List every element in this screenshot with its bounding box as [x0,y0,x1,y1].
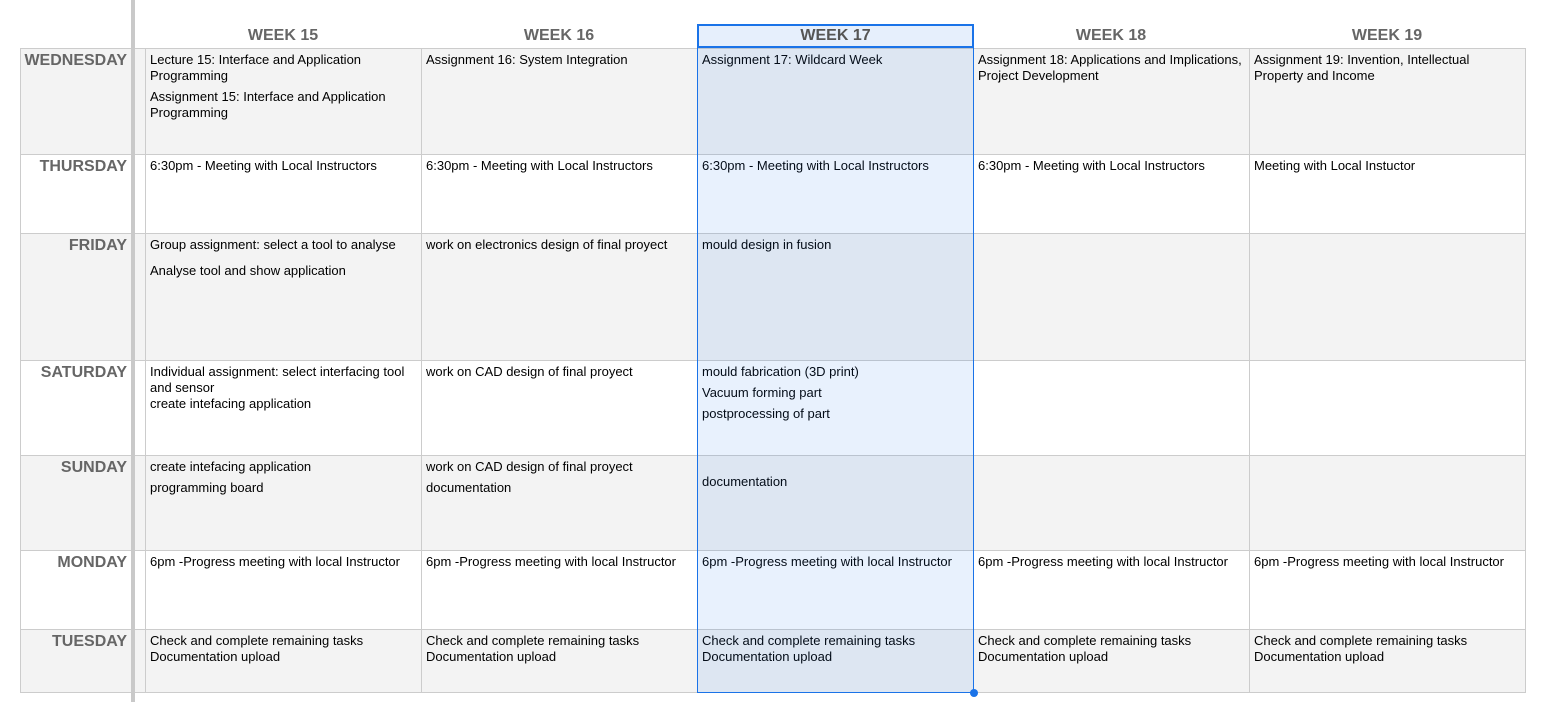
grid-line [20,692,1526,693]
cell-text-line: mould design in fusion [702,237,832,252]
cell-text-line: create intefacing application [150,459,312,474]
cell-text-line: work on electronics design of final proyect [426,237,668,252]
schedule-cell[interactable] [145,49,421,154]
cell-text-line: Check and complete remaining tasks [978,633,1192,648]
cell-text-line: 6pm -Progress meeting with local Instructor [702,554,952,569]
day-label[interactable]: MONDAY [57,554,127,571]
cell-text-line: Documentation upload [150,649,281,664]
cell-text-line: Assignment 19: Invention, Intellectual Property and Income [1254,52,1470,83]
schedule-cell[interactable] [421,456,697,550]
cell-text-line: 6pm -Progress meeting with local Instructor [426,554,676,569]
cell-text-line: programming board [150,480,264,495]
day-label[interactable]: WEDNESDAY [24,52,127,69]
fill-handle[interactable] [970,689,978,697]
cell-text-line: 6:30pm - Meeting with Local Instructors [426,158,653,173]
cell-text-line: postprocessing of part [702,406,830,421]
schedule-cell[interactable] [421,361,697,455]
schedule-cell[interactable] [421,234,697,360]
schedule-cell[interactable] [1249,234,1525,360]
week-header[interactable]: WEEK 15 [247,27,319,44]
cell-text-line: Vacuum forming part [702,385,822,400]
schedule-cell[interactable] [697,234,973,360]
cell-text-line: Assignment 16: System Integration [426,52,628,67]
cell-text-line: Assignment 17: Wildcard Week [702,52,883,67]
cell-text-line: documentation [702,474,788,489]
schedule-cell[interactable] [421,630,697,692]
cell-text-line: Check and complete remaining tasks [150,633,364,648]
schedule-cell[interactable] [973,234,1249,360]
cell-text-line: Lecture 15: Interface and Application Programming [150,52,362,83]
week-header[interactable]: WEEK 18 [1075,27,1147,44]
cell-text-line: Documentation upload [702,649,833,664]
schedule-cell[interactable] [697,551,973,629]
cell-text-line: documentation [426,480,512,495]
day-label[interactable]: SUNDAY [60,459,127,476]
schedule-cell[interactable] [697,361,973,455]
schedule-cell[interactable] [421,49,697,154]
day-label[interactable]: SATURDAY [40,364,127,381]
grid-line [1525,48,1526,693]
schedule-cell[interactable] [697,49,973,154]
cell-text-line: 6:30pm - Meeting with Local Instructors [702,158,929,173]
cell-text-line: Documentation upload [978,649,1109,664]
schedule-cell[interactable] [973,49,1249,154]
week-header[interactable]: WEEK 17 [697,24,974,48]
cell-text-line: work on CAD design of final proyect [426,364,633,379]
schedule-cell[interactable] [421,551,697,629]
schedule-cell[interactable] [1249,551,1525,629]
cell-text-line: Check and complete remaining tasks [426,633,640,648]
schedule-cell[interactable] [145,551,421,629]
day-label[interactable]: FRIDAY [68,237,127,254]
cell-text-line: create intefacing application [150,396,312,411]
cell-text-line: Analyse tool and show application [150,263,346,278]
schedule-cell[interactable] [145,630,421,692]
cell-text-line: Group assignment: select a tool to analyse [150,237,396,252]
cell-text-line: 6pm -Progress meeting with local Instructor [978,554,1228,569]
schedule-cell[interactable] [145,456,421,550]
schedule-cell[interactable] [973,551,1249,629]
day-label[interactable]: TUESDAY [52,633,127,650]
cell-text-line: 6pm -Progress meeting with local Instructor [150,554,400,569]
cell-text-line: Meeting with Local Instuctor [1254,158,1416,173]
week-header[interactable]: WEEK 16 [523,27,595,44]
cell-text-line: work on CAD design of final proyect [426,459,633,474]
cell-text-line: Documentation upload [426,649,557,664]
cell-text-line: Assignment 18: Applications and Implications, Project Development [978,52,1242,83]
schedule-cell[interactable] [145,234,421,360]
schedule-cell[interactable] [973,155,1249,233]
cell-text-line: Check and complete remaining tasks [702,633,916,648]
cell-text-line: 6:30pm - Meeting with Local Instructors [150,158,377,173]
cell-text-line: Check and complete remaining tasks [1254,633,1468,648]
schedule-cell[interactable] [421,155,697,233]
schedule-cell[interactable] [1249,630,1525,692]
schedule-cell[interactable] [1249,456,1525,550]
cell-text-line: 6:30pm - Meeting with Local Instructors [978,158,1205,173]
cell-text-line: Documentation upload [1254,649,1385,664]
week-header[interactable]: WEEK 19 [1351,27,1423,44]
schedule-cell[interactable] [1249,155,1525,233]
schedule-cell[interactable] [1249,361,1525,455]
schedule-cell[interactable] [145,155,421,233]
schedule-cell[interactable] [973,361,1249,455]
cell-text-line: 6pm -Progress meeting with local Instructor [1254,554,1504,569]
cell-text-line: mould fabrication (3D print) [702,364,859,379]
schedule-cell[interactable] [973,456,1249,550]
cell-text-line: Assignment 15: Interface and Application Programming [150,89,386,120]
schedule-cell[interactable] [697,155,973,233]
schedule-cell[interactable] [697,630,973,692]
schedule-cell[interactable] [973,630,1249,692]
schedule-cell[interactable] [145,361,421,455]
grid-line [20,48,21,693]
frozen-column-divider[interactable] [131,0,135,702]
day-label[interactable]: THURSDAY [39,158,127,175]
cell-text-line: Individual assignment: select interfacing tool and sensor [150,364,405,395]
schedule-cell[interactable] [697,456,973,550]
schedule-cell[interactable] [1249,49,1525,154]
